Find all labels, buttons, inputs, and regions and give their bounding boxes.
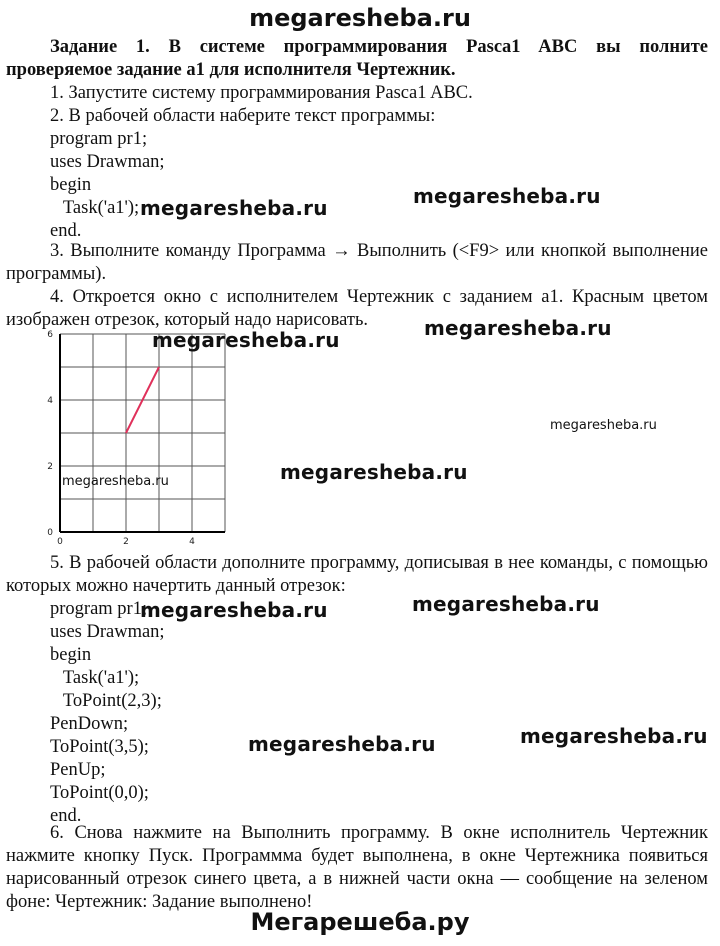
x-tick-label: 0 — [57, 537, 63, 547]
code-line: program pr1; — [50, 129, 148, 149]
step-5: 5. В рабочей области дополните программу, дописывая в нее команды, с помощью которых можно начертить данный отрезок: — [6, 553, 708, 596]
step-4: 4. Откроется окно с исполнителем Чертежник с заданием a1. Красным цветом изображен отрезок, который надо нарисовать. — [6, 287, 708, 330]
grid-svg — [40, 326, 240, 548]
y-tick-label: 4 — [47, 396, 53, 406]
drawman-grid — [40, 326, 240, 548]
code-line: ToPoint(0,0); — [50, 783, 149, 803]
code-line: PenUp; — [50, 760, 106, 780]
y-tick-label: 2 — [47, 462, 53, 472]
step-2: 2. В рабочей области наберите текст программы: — [50, 106, 436, 126]
watermark: megaresheba.ru — [280, 460, 468, 484]
watermark: megaresheba.ru — [550, 418, 657, 433]
code-line: end. — [50, 806, 82, 826]
code-line: PenDown; — [50, 714, 129, 734]
code-line: end. — [50, 221, 82, 241]
code-line: uses Drawman; — [50, 152, 165, 172]
step-1: 1. Запустите систему программирования Pasca1 ABC. — [50, 83, 473, 103]
code-line: uses Drawman; — [50, 622, 165, 642]
code-line: program pr1; — [50, 599, 148, 619]
step-3: 3. Выполните команду Программа → Выполнить (<F9> или кнопкой выполнение программы). — [6, 241, 708, 284]
watermark: megaresheba.ru — [424, 316, 612, 340]
x-tick-label: 2 — [123, 537, 129, 547]
step-6: 6. Снова нажмите на Выполнить программу. В окне исполнитель Чертежник нажмите кнопку Пуск. Программма будет выполнена, в окне Чертежника появиться нарисованный отрезок синего цвета, а в нижней части окна — сообщение на зеленом фоне: Чертежник: Задание выполнено! — [6, 823, 708, 912]
watermark: megaresheba.ru — [520, 724, 708, 748]
code-line: ToPoint(2,3); — [54, 691, 162, 711]
code-line: ToPoint(3,5); — [50, 737, 149, 757]
y-tick-label: 6 — [47, 330, 53, 340]
watermark: megaresheba.ru — [152, 328, 340, 352]
code-line: Task('a1'); — [54, 668, 140, 688]
code-line: Task('a1'); — [54, 198, 140, 218]
header-watermark: megaresheba.ru — [249, 4, 471, 32]
x-tick-label: 4 — [189, 537, 195, 547]
watermark: megaresheba.ru — [413, 184, 601, 208]
watermark: megaresheba.ru — [140, 196, 328, 220]
footer-watermark: Мегарешеба.ру — [250, 908, 470, 936]
watermark: megaresheba.ru — [412, 592, 600, 616]
task-title-line-1: Задание 1. В системе программирования Pasca1 ABC вы полните — [50, 37, 708, 57]
code-line: begin — [50, 645, 92, 665]
watermark: megaresheba.ru — [62, 474, 169, 489]
watermark: megaresheba.ru — [248, 732, 436, 756]
watermark: megaresheba.ru — [140, 598, 328, 622]
y-tick-label: 0 — [47, 528, 53, 538]
code-line: begin — [50, 175, 92, 195]
task-title-line-2: проверяемое задание a1 для исполнителя Чертежник. — [6, 60, 456, 80]
